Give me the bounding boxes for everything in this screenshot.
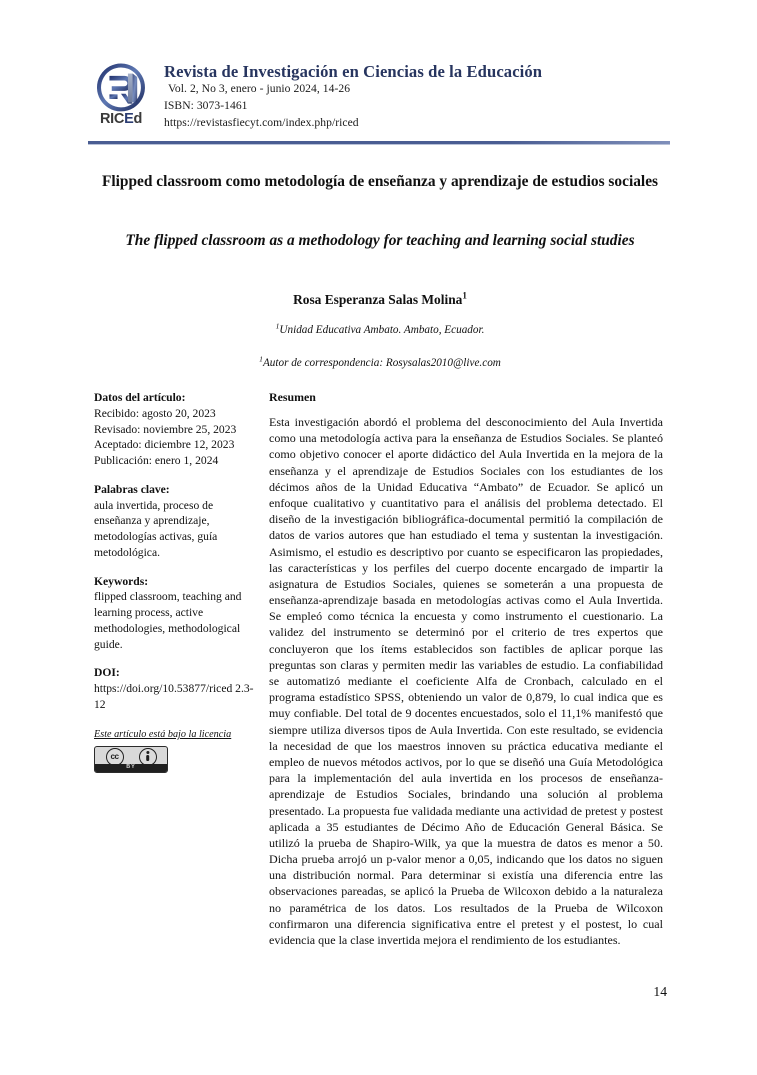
- spacer: [94, 652, 262, 665]
- article-revised-date: Revisado: noviembre 25, 2023: [94, 422, 237, 436]
- keywords-english-heading: Keywords:: [94, 574, 149, 588]
- abstract-text: Esta investigación abordó el problema del desconocimiento del Aula Invertida como una metodología activa para la enseñanza de Estudios Sociales. Se planteó como objetivo conocer el aporte didáctico del Aula Invertida en la mejora de la enseñanza y el aprendizaje de Estudios Sociales con los estudiantes de los décimos años de la Unidad Educativa “Ambato” de Ecuador. Se aplicó un enfoque cualitativo y cuantitativo para el análisis del problema detectado. El diseño de la investigación bibliográfica-documental permitió la compilación de datos de varios autores que han estudiado el tema y sustentan la investigación. Asimismo, el estudio es descriptivo por cuanto se especificaron las propiedades, las características y los perfiles del cuerpo docente encargado de impartir la asignatura de Estudios Sociales, quienes se someterán a una propuesta de enseñanza-aprendizaje basada en metodologías activas como el Aula Invertida. Se empleó como técnica la encuesta y como instrumento el cuestionario. La validez del instrumento se determinó por el criterio de tres expertos que concluyeron que los ítems establecidos son factibles de aplicar porque las preguntas son claras y permiten medir las variables de estudio. La confiabilidad se automatizó mediante el coeficiente Alfa de Cronbach, calculado en el programa estadístico SPSS, obteniendo un valor de 0,879, lo cual indica que es muy confiable. Del total de 9 docentes encuestados, solo el 11,1% manifestó que siempre utiliza diversos tipos de Aula Invertida. Con este resultado, se evidencia la necesidad de que los maestros innoven su práctica educativa mediante el empleo de nuevos métodos activos, por lo que se diseñó una Guía Metodológica para la implementación del aula invertida en los procesos de enseñanza-aprendizaje de Estudios Sociales, brindando una solución al problema presentado. La propuesta fue validada mediante una actividad de pretest y postest aplicada a 35 estudiantes de Décimo Año de Educación General Básica. Se utilizó la prueba de Shapiro-Wilk, ya que la muestra de datos es menor a 50. Dicha prueba arrojó un p-valor menor a 0,05, indicando que los datos no siguen una distribución normal. Para determinar si existía una diferencia entre las observaciones pareadas, se aplicó la Prueba de Wilcoxon debido a la naturaleza no paramétrica de los datos. Los resultados de la Prueba de Wilcoxon confirmaron una diferencia significativa entre el pretest y el postest, lo cual evidencia que la clase invertida mejora el rendimiento de los estudiantes.: [269, 415, 663, 947]
- article-data-heading: Datos del artículo:: [94, 391, 186, 404]
- cc-badge-icons: [95, 748, 167, 766]
- cc-badge-by-label: BY: [95, 764, 167, 772]
- author-name: [100, 292, 660, 308]
- affiliation-text: Unidad Educativa Ambato. Ambato, Ecuador.: [279, 324, 485, 336]
- affiliation-marker: 1: [275, 321, 280, 331]
- riced-logo-icon: [92, 62, 150, 114]
- article-title-english: The flipped classroom as a methodology for teaching and learning social studies: [125, 232, 635, 249]
- masthead-text-block: [164, 60, 670, 131]
- journal-masthead: [88, 60, 670, 131]
- page-number: 14: [653, 984, 667, 999]
- keywords-english-list: flipped classroom, teaching and learning process, active methodologies, methodological guide.: [94, 590, 242, 651]
- attribution-person-icon: [139, 748, 157, 766]
- doi-value[interactable]: https://doi.org/10.53877/riced 2.3-12: [94, 682, 254, 712]
- correspondence-marker: 1: [259, 354, 263, 364]
- keywords-spanish-heading: Palabras clave:: [94, 482, 170, 496]
- journal-url-line[interactable]: https://revistasfiecyt.com/index.php/riced: [164, 115, 359, 129]
- doi-heading: DOI:: [94, 666, 120, 680]
- author-correspondence: [100, 354, 660, 369]
- abstract-heading: Resumen: [269, 390, 316, 404]
- article-received-date: Recibido: agosto 20, 2023: [94, 406, 216, 420]
- spacer: [94, 713, 262, 726]
- journal-isbn-line: ISBN: 3073-1461: [164, 98, 248, 112]
- article-metadata-sidebar: [94, 390, 262, 773]
- journal-title: Revista de Investigación en Ciencias de la Educación: [164, 62, 543, 81]
- riced-logo-wordmark: RICEd: [99, 111, 142, 127]
- license-note: Este artículo está bajo la licencia: [94, 728, 232, 740]
- spacer: [94, 561, 262, 574]
- spacer: [94, 469, 262, 482]
- header-divider-shadow: [88, 144, 670, 145]
- author-affiliation: [100, 321, 660, 336]
- article-accepted-date: Aceptado: diciembre 12, 2023: [94, 438, 235, 452]
- abstract-section: [269, 390, 663, 948]
- creative-commons-icon: cc: [106, 748, 124, 766]
- creative-commons-by-badge[interactable]: [94, 746, 168, 773]
- journal-volume-line: Vol. 2, No 3, enero - junio 2024, 14-26: [168, 82, 351, 96]
- article-title-spanish: Flipped classroom como metodología de enseñanza y aprendizaje de estudios sociales: [101, 173, 659, 190]
- author-name-text: Rosa Esperanza Salas Molina: [293, 292, 463, 307]
- keywords-spanish-list: aula invertida, proceso de enseñanza y aprendizaje, metodologías activas, guía metodológica.: [94, 498, 218, 559]
- correspondence-text: Autor de correspondencia: Rosysalas2010@live.com: [262, 357, 501, 369]
- riced-logo: [88, 60, 154, 127]
- author-affiliation-marker: 1: [462, 290, 467, 301]
- article-published-date: Publicación: enero 1, 2024: [94, 454, 219, 468]
